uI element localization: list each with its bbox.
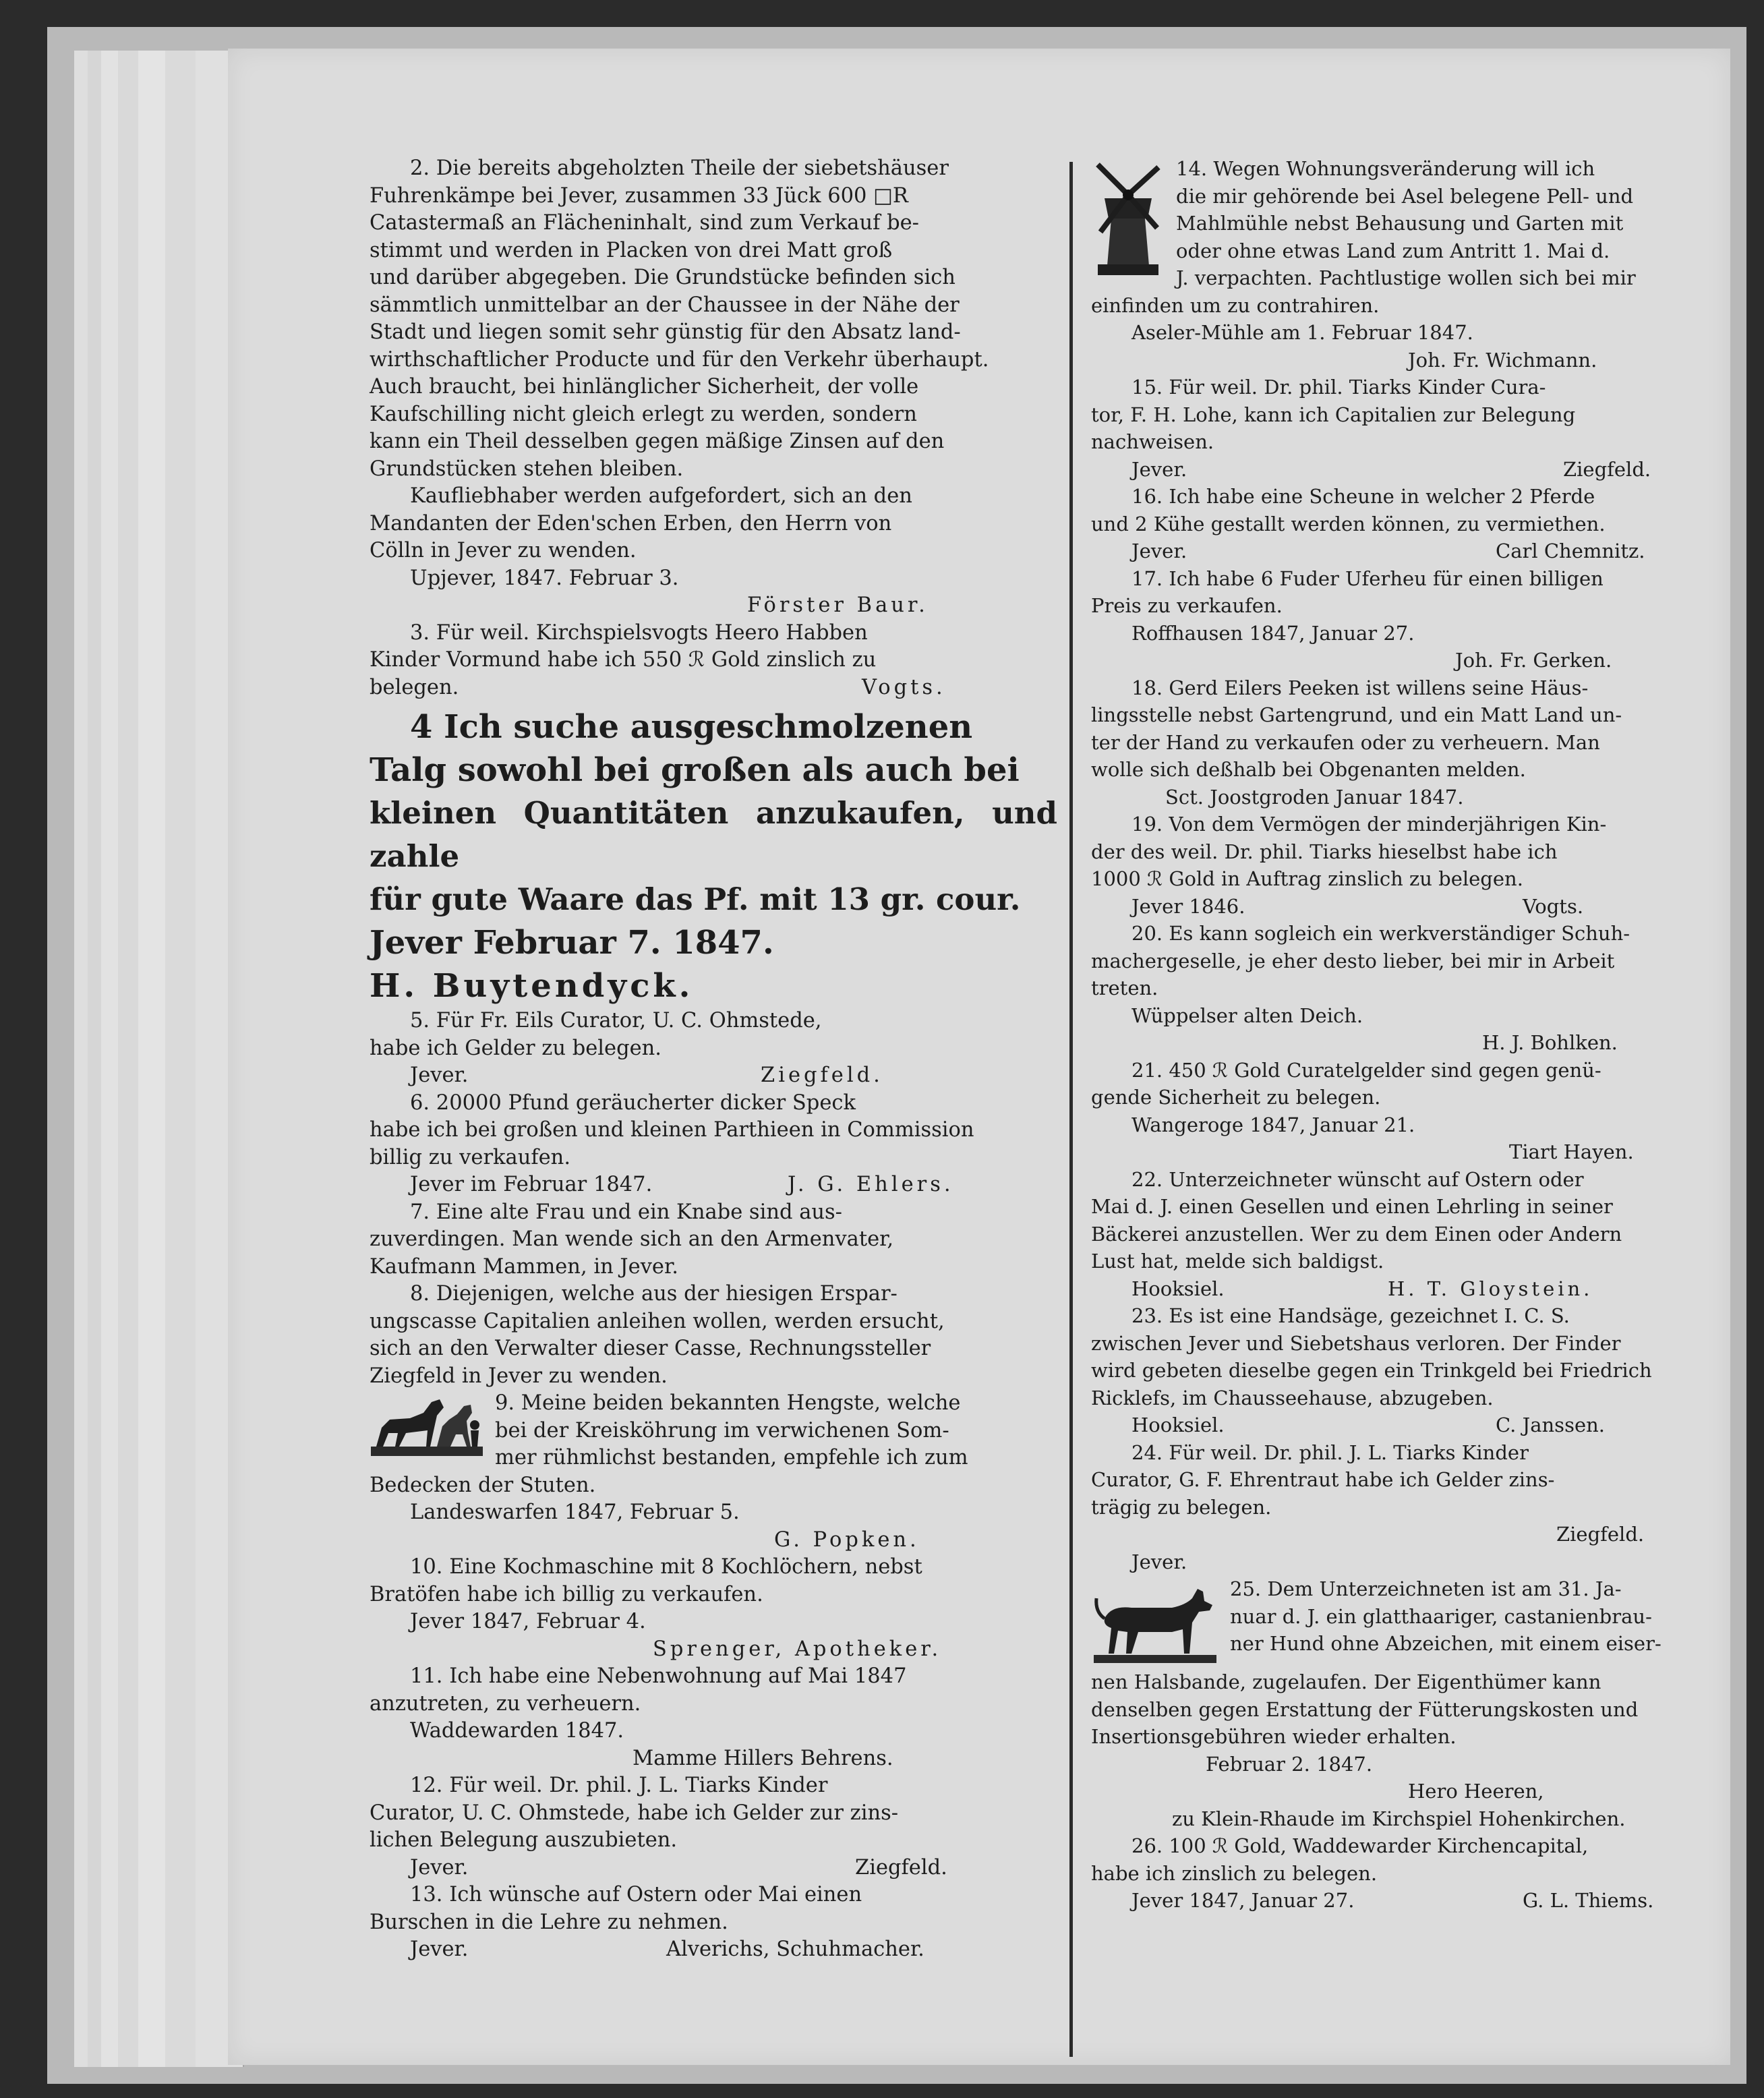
dateline: Jever im Februar 1847. bbox=[410, 1173, 653, 1196]
text-line: 9. Meine beiden bekannten Hengste, welche bbox=[495, 1391, 961, 1415]
text-line: 21. 450 ℛ Gold Curatelgelder sind gegen genü- bbox=[1131, 1058, 1601, 1082]
text-line: 20. Es kann sogleich ein werkverständiger Schuh- bbox=[1131, 922, 1630, 945]
signature: Sprenger, Apotheker. bbox=[653, 1637, 942, 1661]
column-rule bbox=[1069, 162, 1073, 2057]
signature: Alverichs, Schuhmacher. bbox=[666, 1937, 924, 1961]
text-line: 11. Ich habe eine Nebenwohnung auf Mai 1847 bbox=[410, 1664, 907, 1688]
text-line: habe ich bei großen und kleinen Parthieen in Commission bbox=[370, 1118, 974, 1142]
signature: Ziegfeld. bbox=[761, 1063, 883, 1087]
place: Jever. bbox=[410, 1063, 469, 1087]
ad-22 bbox=[1091, 1166, 1730, 1303]
text-line: der des weil. Dr. phil. Tiarks hieselbst habe ich bbox=[1091, 840, 1558, 863]
horses-icon bbox=[370, 1393, 484, 1457]
text-line: 6. 20000 Pfund geräucherter dicker Speck bbox=[410, 1090, 856, 1115]
text-line: habe ich Gelder zu belegen. bbox=[370, 1036, 662, 1060]
signature: Joh. Fr. Gerken. bbox=[1455, 649, 1612, 672]
text-line: 1000 ℛ Gold in Auftrag zinslich zu belegen. bbox=[1091, 867, 1523, 890]
text-line: lingsstelle nebst Gartengrund, und ein Matt Land un- bbox=[1091, 703, 1622, 726]
text-line: 4 Ich suche ausgeschmolzenen bbox=[410, 708, 973, 746]
text-line: machergeselle, je eher desto lieber, bei mir in Arbeit bbox=[1091, 949, 1615, 972]
text-line: ner Hund ohne Abzeichen, mit einem eiser- bbox=[1230, 1632, 1662, 1655]
dateline: Jever 1847, Januar 27. bbox=[1131, 1889, 1355, 1912]
ad-5 bbox=[370, 1008, 1057, 1090]
text-line: 22. Unterzeichneter wünscht auf Ostern oder bbox=[1131, 1167, 1584, 1191]
dog-icon bbox=[1091, 1578, 1219, 1666]
text-line: wirthschaftlicher Producte und für den Verkehr überhaupt. bbox=[370, 347, 989, 372]
text-line: kann ein Theil desselben gegen mäßige Zinsen auf den bbox=[370, 430, 945, 453]
text-line: Burschen in die Lehre zu nehmen. bbox=[370, 1910, 728, 1934]
text-line: 26. 100 ℛ Gold, Waddewarder Kirchencapital, bbox=[1131, 1834, 1589, 1857]
ad-7 bbox=[370, 1199, 1057, 1281]
text-line: bei der Kreisköhrung im verwichenen Som- bbox=[495, 1418, 949, 1443]
text-line: Kaufmann Mammen, in Jever. bbox=[370, 1254, 678, 1279]
text-line bbox=[1091, 1887, 1730, 1915]
left-column bbox=[370, 155, 1057, 1964]
place: Jever. bbox=[410, 1937, 469, 1961]
signature: Vogts. bbox=[862, 675, 946, 699]
text-line: Insertionsgebühren wieder erhalten. bbox=[1091, 1725, 1457, 1748]
text-line bbox=[370, 674, 1057, 702]
signature: Förster Baur. bbox=[747, 593, 929, 617]
text-line: Grundstücken stehen bleiben. bbox=[370, 457, 684, 481]
signature: Ziegfeld. bbox=[855, 1855, 947, 1880]
ad-24 bbox=[1091, 1439, 1730, 1576]
signature-location: zu Klein-Rhaude im Kirchspiel Hohenkirchen. bbox=[1172, 1807, 1626, 1830]
signature: C. Janssen. bbox=[1496, 1414, 1606, 1436]
place: Jever 1846. bbox=[1131, 894, 1245, 918]
text-line: trägig zu belegen. bbox=[1091, 1495, 1272, 1519]
text-line: ter der Hand zu verkaufen oder zu verheuern. Man bbox=[1091, 730, 1600, 754]
place: Jever. bbox=[1131, 540, 1187, 562]
text-line: 18. Gerd Eilers Peeken ist willens seine Häus- bbox=[1131, 676, 1589, 699]
dateline: Jever Februar 7. 1847. bbox=[370, 924, 774, 962]
text-line: Bratöfen habe ich billig zu verkaufen. bbox=[370, 1582, 763, 1606]
text-line: tor, F. H. Lohe, kann ich Capitalien zur Belegung bbox=[1091, 403, 1576, 426]
dateline: Landeswarfen 1847, Februar 5. bbox=[410, 1500, 740, 1524]
text-line: 5. Für Fr. Eils Curator, U. C. Ohmstede, bbox=[410, 1009, 822, 1032]
dateline: Waddewarden 1847. bbox=[410, 1719, 624, 1743]
text-line: anzutreten, zu verheuern. bbox=[370, 1691, 641, 1716]
place: Jever. bbox=[410, 1855, 469, 1880]
ad-10 bbox=[370, 1554, 1057, 1663]
dateline: Upjever, 1847. Februar 3. bbox=[410, 566, 679, 590]
text-line bbox=[370, 1855, 1057, 1882]
text-line: nachweisen. bbox=[1091, 430, 1214, 453]
text-line: sämmtlich unmittelbar an der Chaussee in der Nähe der bbox=[370, 293, 960, 317]
signature: H. J. Bohlken. bbox=[1482, 1031, 1618, 1054]
ad-19 bbox=[1091, 811, 1730, 920]
text-line bbox=[370, 1936, 1057, 1964]
text-line: 3. Für weil. Kirchspielsvogts Heero Habben bbox=[410, 620, 868, 645]
text-line: Cölln in Jever zu wenden. bbox=[370, 539, 637, 562]
text-line: stimmt und werden in Placken von drei Matt groß bbox=[370, 238, 893, 262]
text-line: Mandanten der Eden'schen Erben, den Herrn von bbox=[370, 511, 892, 535]
ad-2 bbox=[370, 155, 1057, 620]
ad-25 bbox=[1091, 1575, 1730, 1832]
text-line: 25. Dem Unterzeichneten ist am 31. Ja- bbox=[1230, 1577, 1622, 1600]
text-line: gende Sicherheit zu belegen. bbox=[1091, 1086, 1381, 1109]
signature: H. Buytendyck. bbox=[370, 967, 694, 1005]
dateline: Wangeroge 1847, Januar 21. bbox=[1131, 1113, 1415, 1136]
text-line: Kinder Vormund habe ich 550 ℛ Gold zinslich zu bbox=[370, 648, 877, 672]
text-line: Ziegfeld in Jever zu wenden. bbox=[370, 1364, 668, 1388]
text-line: ungscasse Capitalien anleihen wollen, werden ersucht, bbox=[370, 1309, 945, 1333]
text-line: J. verpachten. Pachtlustige wollen sich bei mir bbox=[1176, 266, 1636, 289]
ad-3 bbox=[370, 620, 1057, 702]
text-line: 8. Diejenigen, welche aus der hiesigen Erspar- bbox=[410, 1282, 898, 1306]
dateline: Wüppelser alten Deich. bbox=[1131, 1003, 1363, 1027]
ad-6 bbox=[370, 1090, 1057, 1199]
signature: Vogts. bbox=[1523, 894, 1584, 918]
text-line: kleinen Quantitäten anzukaufen, und zahle bbox=[370, 795, 1057, 874]
place: Hooksiel. bbox=[1131, 1277, 1225, 1300]
text-line: 2. Die bereits abgeholzten Theile der siebetshäuser bbox=[410, 156, 949, 180]
text-line bbox=[370, 1171, 1057, 1199]
text-line: Talg sowohl bei großen als auch bei bbox=[370, 751, 1020, 789]
ad-11 bbox=[370, 1663, 1057, 1772]
text-line: einfinden um zu contrahiren. bbox=[1091, 293, 1380, 317]
text-line: 10. Eine Kochmaschine mit 8 Kochlöchern, nebst bbox=[410, 1555, 922, 1579]
ad-16 bbox=[1091, 483, 1730, 565]
text-line: Bedecken der Stuten. bbox=[370, 1473, 596, 1497]
signature: G. L. Thiems. bbox=[1523, 1889, 1654, 1912]
text-line: zuverdingen. Man wende sich an den Armenvater, bbox=[370, 1227, 894, 1251]
text-line: Fuhrenkämpe bei Jever, zusammen 33 Jück 600 □R bbox=[370, 183, 908, 208]
text-line bbox=[1091, 1275, 1730, 1303]
text-line: nen Halsbande, zugelaufen. Der Eigenthümer kann bbox=[1091, 1670, 1601, 1693]
text-line bbox=[1091, 456, 1730, 484]
ad-12 bbox=[370, 1772, 1057, 1882]
text-line: 15. Für weil. Dr. phil. Tiarks Kinder Cura- bbox=[1131, 376, 1546, 399]
dateline: Jever 1847, Februar 4. bbox=[410, 1610, 646, 1633]
windmill-icon bbox=[1091, 158, 1165, 279]
text-line: 14. Wegen Wohnungsveränderung will ich bbox=[1176, 157, 1595, 180]
text-line: 17. Ich habe 6 Fuder Uferheu für einen billigen bbox=[1131, 566, 1604, 590]
dateline: Roffhausen 1847, Januar 27. bbox=[1131, 621, 1415, 645]
dateline: Sct. Joostgroden Januar 1847. bbox=[1165, 785, 1464, 809]
text-line bbox=[1091, 1411, 1730, 1439]
text-line: Catastermaß an Flächeninhalt, sind zum Verkauf be- bbox=[370, 211, 919, 235]
text-line: wird gebeten dieselbe gegen ein Trinkgeld bei Friedrich bbox=[1091, 1359, 1652, 1382]
text-fragment: belegen. bbox=[370, 675, 459, 699]
signature: Tiart Hayen. bbox=[1509, 1140, 1634, 1163]
text-line: die mir gehörende bei Asel belegene Pell- und bbox=[1176, 184, 1634, 208]
text-line bbox=[1091, 537, 1730, 565]
signature: G. Popken. bbox=[774, 1527, 920, 1552]
text-line: für gute Waare das Pf. mit 13 gr. cour. bbox=[370, 881, 1021, 917]
text-line: nuar d. J. ein glatthaariger, castanienbrau- bbox=[1230, 1604, 1652, 1628]
signature: Mamme Hillers Behrens. bbox=[633, 1746, 893, 1770]
right-column bbox=[1091, 155, 1730, 1915]
ad-23 bbox=[1091, 1302, 1730, 1439]
newspaper-page bbox=[228, 49, 1730, 2065]
text-line: denselben gegen Erstattung der Fütterungskosten und bbox=[1091, 1697, 1639, 1721]
place: Hooksiel. bbox=[1131, 1414, 1225, 1436]
text-line: 19. Von dem Vermögen der minderjährigen Kin- bbox=[1131, 813, 1607, 836]
text-line: Mahlmühle nebst Behausung und Garten mit bbox=[1176, 212, 1624, 235]
text-line: 23. Es ist eine Handsäge, gezeichnet I. C. S. bbox=[1131, 1304, 1570, 1327]
ad-9 bbox=[370, 1390, 1057, 1554]
text-line: Lust hat, melde sich baldigst. bbox=[1091, 1250, 1384, 1273]
ad-4 bbox=[370, 705, 1057, 1008]
text-line: 24. Für weil. Dr. phil. J. L. Tiarks Kinder bbox=[1131, 1440, 1529, 1464]
signature: Joh. Fr. Wichmann. bbox=[1408, 348, 1597, 372]
text-line: 7. Eine alte Frau und ein Knabe sind aus- bbox=[410, 1200, 842, 1224]
text-line: 12. Für weil. Dr. phil. J. L. Tiarks Kinder bbox=[410, 1774, 828, 1797]
place: Jever. bbox=[1131, 457, 1187, 481]
ad-13 bbox=[370, 1882, 1057, 1964]
text-line: Kaufschilling nicht gleich erlegt zu werden, sondern bbox=[370, 402, 917, 426]
signature: Ziegfeld. bbox=[1563, 457, 1651, 481]
text-line: zwischen Jever und Siebetshaus verloren. Der Finder bbox=[1091, 1331, 1621, 1355]
dateline: Aseler-Mühle am 1. Februar 1847. bbox=[1131, 321, 1473, 344]
text-line bbox=[370, 1062, 1057, 1090]
text-line: billig zu verkaufen. bbox=[370, 1145, 571, 1169]
ad-18 bbox=[1091, 674, 1730, 811]
signature: Hero Heeren, bbox=[1408, 1780, 1544, 1803]
text-line: sich an den Verwalter dieser Casse, Rechnungssteller bbox=[370, 1337, 931, 1360]
text-line: treten. bbox=[1091, 977, 1158, 999]
ad-20 bbox=[1091, 920, 1730, 1057]
text-line: 16. Ich habe eine Scheune in welcher 2 Pferde bbox=[1131, 485, 1595, 508]
text-line: Bäckerei anzustellen. Wer zu dem Einen oder Andern bbox=[1091, 1222, 1622, 1246]
text-line: und darüber abgegeben. Die Grundstücke befinden sich bbox=[370, 266, 955, 289]
ad-15 bbox=[1091, 374, 1730, 483]
text-line: Curator, U. C. Ohmstede, habe ich Gelder zur zins- bbox=[370, 1801, 899, 1825]
text-line: habe ich zinslich zu belegen. bbox=[1091, 1861, 1378, 1885]
ad-8 bbox=[370, 1281, 1057, 1390]
text-line: oder ohne etwas Land zum Antritt 1. Mai d. bbox=[1176, 239, 1610, 262]
ad-21 bbox=[1091, 1057, 1730, 1166]
text-line: Stadt und liegen somit sehr günstig für den Absatz land- bbox=[370, 320, 961, 344]
signature: Ziegfeld. bbox=[1556, 1523, 1645, 1546]
signature: Carl Chemnitz. bbox=[1496, 540, 1645, 562]
signature: J. G. Ehlers. bbox=[788, 1173, 954, 1196]
text-line: Mai d. J. einen Gesellen und einen Lehrling in seiner bbox=[1091, 1195, 1613, 1218]
text-line: Preis zu verkaufen. bbox=[1091, 594, 1283, 617]
place: Jever. bbox=[1131, 1550, 1187, 1573]
text-line: Ricklefs, im Chausseehause, abzugeben. bbox=[1091, 1386, 1494, 1409]
text-line: lichen Belegung auszubieten. bbox=[370, 1828, 678, 1852]
text-line: 13. Ich wünsche auf Ostern oder Mai einen bbox=[410, 1883, 862, 1906]
ad-17 bbox=[1091, 565, 1730, 674]
text-line: und 2 Kühe gestallt werden können, zu vermiethen. bbox=[1091, 512, 1606, 535]
dateline: Februar 2. 1847. bbox=[1206, 1752, 1373, 1776]
text-line: Auch braucht, bei hinlänglicher Sicherheit, der volle bbox=[370, 375, 919, 399]
text-line: Curator, G. F. Ehrentraut habe ich Gelder zins- bbox=[1091, 1468, 1555, 1491]
text-line: Kaufliebhaber werden aufgefordert, sich an den bbox=[410, 484, 912, 508]
text-line: mer rühmlichst bestanden, empfehle ich zum bbox=[495, 1446, 968, 1469]
text-line bbox=[1091, 893, 1730, 921]
text-line: wolle sich deßhalb bei Obgenanten melden. bbox=[1091, 758, 1526, 781]
signature: H. T. Gloystein. bbox=[1388, 1277, 1593, 1300]
ad-14 bbox=[1091, 155, 1730, 374]
ad-26 bbox=[1091, 1832, 1730, 1915]
